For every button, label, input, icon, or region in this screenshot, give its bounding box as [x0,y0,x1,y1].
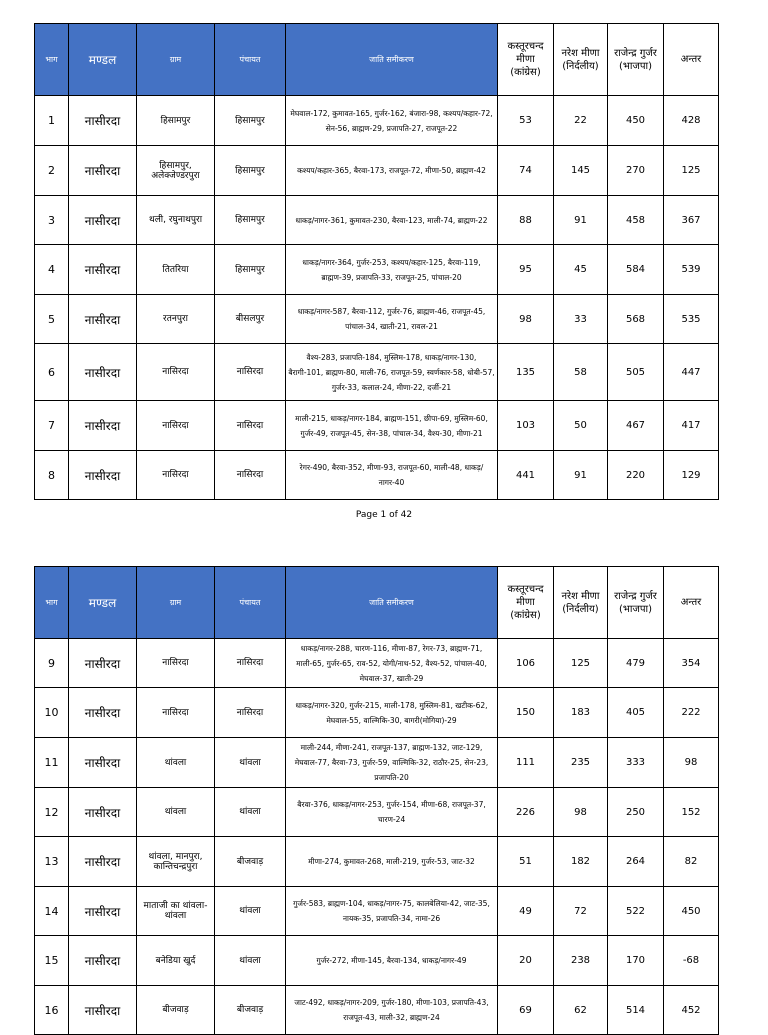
nirdaliya-votes-cell: 50 [554,401,608,451]
header-bjp: राजेन्द्र गुर्जर (भाजपा) [608,567,664,639]
antar-cell: 152 [664,788,719,837]
mandal-cell: नासीरदा [69,639,137,688]
bhag-cell: 10 [35,688,69,738]
mandal-cell: नासीरदा [69,788,137,837]
nirdaliya-votes-cell: 125 [554,639,608,688]
bhag-cell: 5 [35,295,69,344]
congress-votes-cell: 103 [498,401,554,451]
header-gram: ग्राम [137,567,215,639]
bhag-cell: 12 [35,788,69,837]
mandal-cell: नासीरदा [69,344,137,401]
header-antar: अन्तर [664,24,719,96]
jati-samikaran-cell: धाकड़/नागर-361, कुमावत-230, बैरवा-123, माली-74, ब्राह्मण-22 [286,196,498,245]
jati-samikaran-cell: गुर्जर-583, ब्राह्मण-104, धाकड़/नागर-75, कालबेलिया-42, जाट-35, नायक-35, प्रजापति-34, नामा-26 [286,887,498,936]
table-row [35,401,719,451]
header-row [35,567,719,639]
congress-votes-cell: 74 [498,146,554,196]
header-nirdaliya: नरेश मीणा (निर्दलीय) [554,567,608,639]
nirdaliya-votes-cell: 62 [554,986,608,1035]
panchayat-cell: थांवला [215,936,286,986]
header-nirdaliya: नरेश मीणा (निर्दलीय) [554,24,608,96]
panchayat-cell: नासिरदा [215,344,286,401]
bjp-votes-cell: 584 [608,245,664,295]
jati-samikaran-cell: धाकड़/नागर-320, गुर्जर-215, माली-178, मुस्लिम-81, खटीक-62, मेघवाल-55, वाल्मिकि-30, बागरी(मोगिया)-29 [286,688,498,738]
jati-samikaran-cell: धाकड़/नागर-587, बैरवा-112, गुर्जर-76, ब्राह्मण-46, राजपूत-45, पांचाल-34, खाती-21, रावल-21 [286,295,498,344]
mandal-cell: नासीरदा [69,936,137,986]
mandal-cell: नासीरदा [69,96,137,146]
table-row [35,837,719,887]
jati-samikaran-cell: रेगर-490, बैरवा-352, मीणा-93, राजपूत-60, माली-48, धाकड़/नागर-40 [286,451,498,500]
nirdaliya-votes-cell: 145 [554,146,608,196]
panchayat-cell: बीजवाड़ [215,986,286,1035]
gram-cell: नासिरदा [137,639,215,688]
bhag-cell: 4 [35,245,69,295]
gram-cell: बीजवाड़ [137,986,215,1035]
mandal-cell: नासीरदा [69,986,137,1035]
nirdaliya-votes-cell: 72 [554,887,608,936]
table-row [35,96,719,146]
panchayat-cell: थांवला [215,738,286,788]
congress-votes-cell: 53 [498,96,554,146]
antar-cell: 98 [664,738,719,788]
bhag-cell: 13 [35,837,69,887]
bhag-cell: 6 [35,344,69,401]
header-mandal: मण्डल [69,24,137,96]
jati-samikaran-cell: वैश्य-283, प्रजापति-184, मुस्लिम-178, धाकड़/नागर-130, बैरागी-101, ब्राह्मण-80, माली-76, राजपूत-59, स्वर्णकार-58, धोबी-57, गुर्जर-33, कलाल-24, मीणा-22, दर्जी-21 [286,344,498,401]
nirdaliya-votes-cell: 58 [554,344,608,401]
gram-cell: थांवला [137,788,215,837]
header-bhag: भाग [35,24,69,96]
bhag-cell: 9 [35,639,69,688]
gram-cell: हिसामपुर [137,96,215,146]
gram-cell: नासिरदा [137,688,215,738]
bhag-cell: 16 [35,986,69,1035]
nirdaliya-votes-cell: 91 [554,196,608,245]
nirdaliya-votes-cell: 183 [554,688,608,738]
table-row [35,936,719,986]
bjp-votes-cell: 522 [608,887,664,936]
antar-cell: 417 [664,401,719,451]
header-gram: ग्राम [137,24,215,96]
gram-cell: नासिरदा [137,344,215,401]
header-panchayat: पंचायत [215,24,286,96]
nirdaliya-votes-cell: 45 [554,245,608,295]
table-row [35,639,719,688]
bjp-votes-cell: 264 [608,837,664,887]
panchayat-cell: बीसलपुर [215,295,286,344]
panchayat-cell: नासिरदा [215,639,286,688]
congress-votes-cell: 49 [498,887,554,936]
nirdaliya-votes-cell: 33 [554,295,608,344]
gram-cell: थली, रघुनाथपुरा [137,196,215,245]
gram-cell: रतनपुरा [137,295,215,344]
congress-votes-cell: 20 [498,936,554,986]
gram-cell: बनेडिया खुर्द [137,936,215,986]
bjp-votes-cell: 505 [608,344,664,401]
mandal-cell: नासीरदा [69,295,137,344]
table-row [35,688,719,738]
panchayat-cell: हिसामपुर [215,196,286,245]
gram-cell: नासिरदा [137,451,215,500]
panchayat-cell: बीजवाड़ [215,837,286,887]
bjp-votes-cell: 514 [608,986,664,1035]
header-congress: कस्तूरचन्द मीणा (कांग्रेस) [498,24,554,96]
header-panchayat: पंचायत [215,567,286,639]
mandal-cell: नासीरदा [69,451,137,500]
bjp-votes-cell: 170 [608,936,664,986]
mandal-cell: नासीरदा [69,146,137,196]
table-row [35,887,719,936]
antar-cell: 354 [664,639,719,688]
gram-cell: थांवला [137,738,215,788]
mandal-cell: नासीरदा [69,688,137,738]
antar-cell: 129 [664,451,719,500]
congress-votes-cell: 150 [498,688,554,738]
jati-samikaran-cell: मीणा-274, कुमावत-268, माली-219, गुर्जर-53, जाट-32 [286,837,498,887]
jati-samikaran-cell: गुर्जर-272, मीणा-145, बैरवा-134, धाकड़/नागर-49 [286,936,498,986]
page-footer: Page 1 of 42 [355,510,413,520]
congress-votes-cell: 106 [498,639,554,688]
table-row [35,146,719,196]
table-row [35,986,719,1035]
antar-cell: 452 [664,986,719,1035]
bhag-cell: 14 [35,887,69,936]
congress-votes-cell: 441 [498,451,554,500]
bjp-votes-cell: 450 [608,96,664,146]
bjp-votes-cell: 458 [608,196,664,245]
header-mandal: मण्डल [69,567,137,639]
panchayat-cell: थांवला [215,887,286,936]
jati-samikaran-cell: माली-244, मीणा-241, राजपूत-137, ब्राह्मण-132, जाट-129, मेघवाल-77, बैरवा-73, गुर्जर-59, वाल्मिकि-32, राठौर-25, सेन-23, प्रजापति-20 [286,738,498,788]
header-congress: कस्तूरचन्द मीणा (कांग्रेस) [498,567,554,639]
antar-cell: 447 [664,344,719,401]
header-jati-samikaran: जाति समीकरण [286,24,498,96]
nirdaliya-votes-cell: 91 [554,451,608,500]
congress-votes-cell: 226 [498,788,554,837]
antar-cell: 535 [664,295,719,344]
bjp-votes-cell: 568 [608,295,664,344]
gram-cell: थांवला, मानपुरा, कान्तिचन्द्रपुरा [137,837,215,887]
congress-votes-cell: 98 [498,295,554,344]
bjp-votes-cell: 405 [608,688,664,738]
panchayat-cell: नासिरदा [215,688,286,738]
header-bjp: राजेन्द्र गुर्जर (भाजपा) [608,24,664,96]
bhag-cell: 8 [35,451,69,500]
panchayat-cell: थांवला [215,788,286,837]
panchayat-cell: नासिरदा [215,401,286,451]
table-row [35,451,719,500]
bhag-cell: 15 [35,936,69,986]
mandal-cell: नासीरदा [69,245,137,295]
jati-samikaran-cell: मेघवाल-172, कुमावत-165, गुर्जर-162, बंजारा-98, कश्यप/कहार-72, सेन-56, ब्राह्मण-29, प्रजापति-27, राजपूत-22 [286,96,498,146]
table-row [35,245,719,295]
jati-samikaran-cell: धाकड़/नागर-364, गुर्जर-253, कश्यप/कहार-125, बैरवा-119, ब्राह्मण-39, प्रजापति-33, राजपूत-25, पांचाल-20 [286,245,498,295]
mandal-cell: नासीरदा [69,196,137,245]
header-row [35,24,719,96]
jati-samikaran-cell: धाकड़/नागर-288, चारण-116, मीणा-87, रेगर-73, ब्राह्मण-71, माली-65, गुर्जर-65, राव-52, योगी/नाथ-52, वैश्य-52, पांचाल-40, मेघवाल-37, खाती-29 [286,639,498,688]
nirdaliya-votes-cell: 235 [554,738,608,788]
table-row [35,344,719,401]
bjp-votes-cell: 467 [608,401,664,451]
mandal-cell: नासीरदा [69,887,137,936]
table-row [35,295,719,344]
bhag-cell: 1 [35,96,69,146]
congress-votes-cell: 51 [498,837,554,887]
panchayat-cell: नासिरदा [215,451,286,500]
gram-cell: नासिरदा [137,401,215,451]
mandal-cell: नासीरदा [69,738,137,788]
jati-samikaran-cell: माली-215, धाकड़/नागर-184, ब्राह्मण-151, छीपा-69, मुस्लिम-60, गुर्जर-49, राजपूत-45, सेन-38, पांचाल-34, वैश्य-30, मीणा-21 [286,401,498,451]
panchayat-cell: हिसामपुर [215,245,286,295]
congress-votes-cell: 111 [498,738,554,788]
congress-votes-cell: 88 [498,196,554,245]
results-table-page-1 [34,23,719,500]
gram-cell: हिसामपुर, अलेक्जेण्डरपुरा [137,146,215,196]
jati-samikaran-cell: जाट-492, धाकड़/नागर-209, गुर्जर-180, मीणा-103, प्रजापति-43, राजपूत-43, माली-32, ब्राह्मण-24 [286,986,498,1035]
jati-samikaran-cell: बैरवा-376, धाकड़/नागर-253, गुर्जर-154, मीणा-68, राजपूत-37, चारण-24 [286,788,498,837]
congress-votes-cell: 135 [498,344,554,401]
nirdaliya-votes-cell: 22 [554,96,608,146]
congress-votes-cell: 95 [498,245,554,295]
gram-cell: माताजी का थांवला-थांवला [137,887,215,936]
mandal-cell: नासीरदा [69,401,137,451]
jati-samikaran-cell: कश्यप/कहार-365, बैरवा-173, राजपूत-72, मीणा-50, ब्राह्मण-42 [286,146,498,196]
congress-votes-cell: 69 [498,986,554,1035]
bhag-cell: 2 [35,146,69,196]
nirdaliya-votes-cell: 238 [554,936,608,986]
results-table-page-2 [34,566,719,1035]
bhag-cell: 7 [35,401,69,451]
antar-cell: 222 [664,688,719,738]
antar-cell: 367 [664,196,719,245]
header-antar: अन्तर [664,567,719,639]
bhag-cell: 11 [35,738,69,788]
nirdaliya-votes-cell: 98 [554,788,608,837]
gram-cell: तितरिया [137,245,215,295]
antar-cell: 125 [664,146,719,196]
panchayat-cell: हिसामपुर [215,96,286,146]
bjp-votes-cell: 333 [608,738,664,788]
bjp-votes-cell: 270 [608,146,664,196]
table-row [35,196,719,245]
panchayat-cell: हिसामपुर [215,146,286,196]
bjp-votes-cell: 220 [608,451,664,500]
antar-cell: 428 [664,96,719,146]
header-bhag: भाग [35,567,69,639]
antar-cell: 450 [664,887,719,936]
table-row [35,738,719,788]
bjp-votes-cell: 479 [608,639,664,688]
table-row [35,788,719,837]
bjp-votes-cell: 250 [608,788,664,837]
antar-cell: 82 [664,837,719,887]
antar-cell: 539 [664,245,719,295]
antar-cell: -68 [664,936,719,986]
header-jati-samikaran: जाति समीकरण [286,567,498,639]
bhag-cell: 3 [35,196,69,245]
nirdaliya-votes-cell: 182 [554,837,608,887]
mandal-cell: नासीरदा [69,837,137,887]
